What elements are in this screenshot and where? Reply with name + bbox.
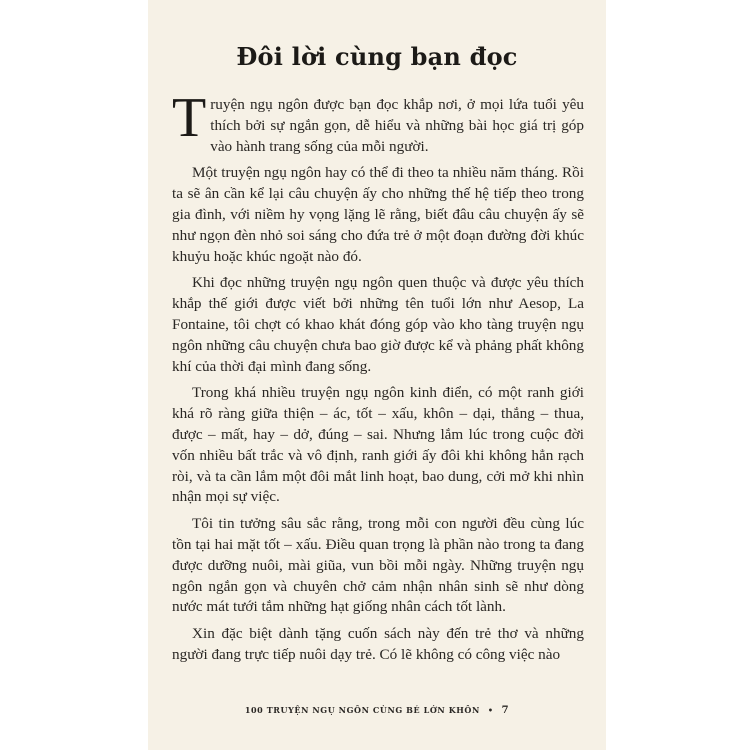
page-footer (148, 705, 606, 716)
page-number: 7 (501, 705, 510, 716)
paragraph-5: Tôi tin tưởng sâu sắc rằng, trong mỗi con người đều cùng lúc tồn tại hai mặt tốt – xấu. Điều quan trọng là phần nào trong ta đang được dưỡng nuôi, mài giũa, vun bồi mỗi ngày. Những truyện ngụ ngôn ngắn gọn và chuyên chở cảm nhận nhân sinh sẽ như dòng nước mát tưới tắm những hạt giống nhân cách tốt lành. (172, 515, 584, 616)
paragraph-3: Khi đọc những truyện ngụ ngôn quen thuộc và được yêu thích khắp thế giới được viết bởi những tên tuổi lớn như Aesop, La Fontaine, tôi chợt có khao khát đóng góp vào kho tàng truyện ngụ ngôn những câu chuyện chưa bao giờ được kể và phảng phất không khí của thời đại mình đang sống. (172, 274, 584, 375)
drop-cap-letter: T (172, 87, 207, 149)
paragraph-1 (172, 87, 584, 157)
paragraph-4: Trong khá nhiều truyện ngụ ngôn kinh điển, có một ranh giới khá rõ ràng giữa thiện – ác, tốt – xấu, khôn – dại, thắng – thua, được – mất, hay – dở, đúng – sai. Nhưng lắm lúc trong cuộc đời vốn nhiều bất trắc và vô định, ranh giới ấy đôi khi không hẳn rạch ròi, và ta cần lắm một đôi mắt linh hoạt, bao dung, cởi mở khi nhìn nhận mọi sự việc. (172, 384, 584, 506)
running-book-title: 100 TRUYỆN NGỤ NGÔN CÙNG BÉ LỚN KHÔN (244, 705, 480, 715)
page-title: Đôi lời cùng bạn đọc (236, 42, 518, 71)
footer-separator: • (487, 705, 494, 715)
paragraph-2: Một truyện ngụ ngôn hay có thể đi theo ta nhiều năm tháng. Rồi ta sẽ ân cần kể lại câu chuyện ấy cho những thế hệ tiếp theo trong gia đình, với niềm hy vọng lặng lẽ rằng, biết đâu câu chuyện ấy sẽ như ngọn đèn nhỏ soi sáng cho đứa trẻ ở một đoạn đường đời khúc khuỷu hoặc khúc ngoặt nào đó. (172, 164, 584, 265)
page-body (172, 87, 584, 672)
paragraph-6: Xin đặc biệt dành tặng cuốn sách này đến trẻ thơ và những người đang trực tiếp nuôi dạy trẻ. Có lẽ không có công việc nào (172, 625, 584, 663)
paragraph-1-text: ruyện ngụ ngôn được bạn đọc khắp nơi, ở mọi lứa tuổi yêu thích bởi sự ngắn gọn, dễ hiểu và những bài học giá trị góp vào hành trang sống của mỗi người. (210, 96, 584, 155)
